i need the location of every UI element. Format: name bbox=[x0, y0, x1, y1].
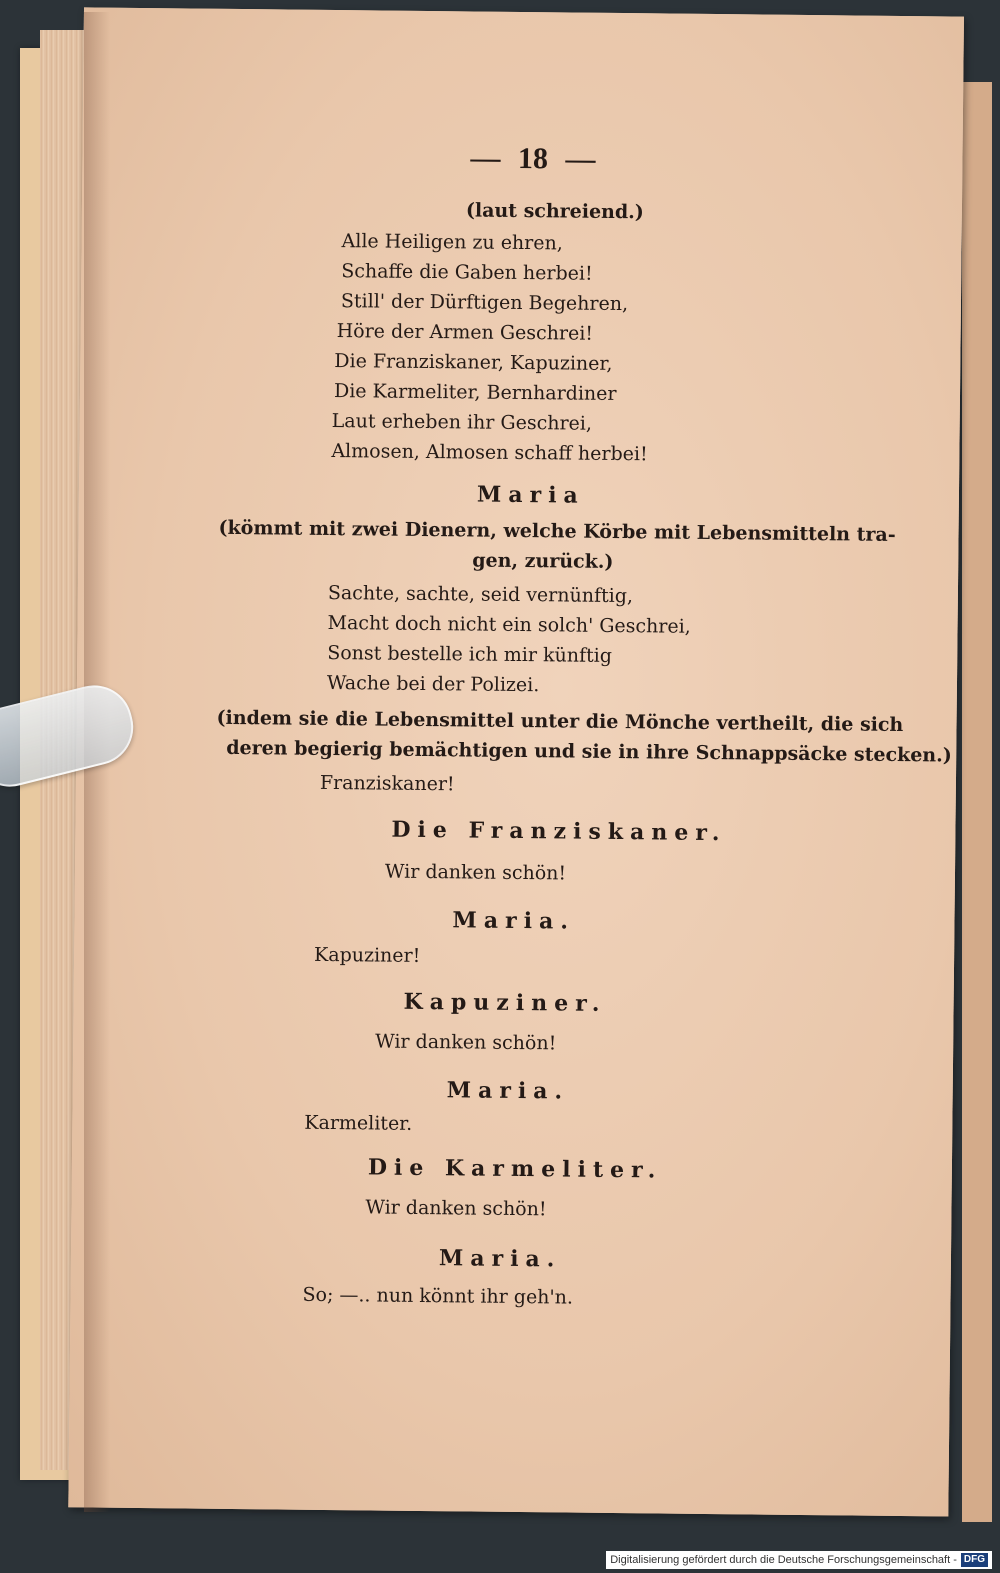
dfg-logo: DFG bbox=[961, 1553, 988, 1567]
book-page bbox=[68, 7, 964, 1516]
verse-line: Wir danken schön! bbox=[375, 1030, 557, 1055]
verse-line: Still' der Dürftigen Begehren, bbox=[340, 290, 629, 316]
stage-direction: (laut schreiend.) bbox=[465, 199, 644, 224]
stage-direction: deren begierig bemächtigen und sie in ihre Schnappsäcke stecken.) bbox=[226, 736, 952, 767]
speaker-name: Die Karmeliter. bbox=[367, 1154, 663, 1184]
verse-line: Franziskaner! bbox=[319, 771, 455, 796]
page-number: — 18 — bbox=[470, 141, 596, 176]
verse-line: Sonst bestelle ich mir künftig bbox=[327, 641, 613, 667]
verse-line: Wir danken schön! bbox=[365, 1196, 547, 1221]
speaker-name: Maria bbox=[476, 481, 585, 509]
stage-direction: (indem sie die Lebensmittel unter die Mönche vertheilt, die sich bbox=[216, 706, 904, 737]
verse-line: So; —.. nun könnt ihr geh'n. bbox=[302, 1283, 574, 1309]
verse-line: Alle Heiligen zu ehren, bbox=[341, 230, 563, 255]
speaker-name: Maria. bbox=[446, 1077, 570, 1105]
speaker-name: Kapuziner. bbox=[403, 988, 607, 1017]
verse-line: Wir danken schön! bbox=[384, 860, 567, 885]
verse-line: Schaffe die Gaben herbei! bbox=[341, 260, 593, 285]
facing-page-edge bbox=[962, 82, 992, 1522]
speaker-name: Maria. bbox=[438, 1245, 562, 1273]
verse-line: Wache bei der Polizei. bbox=[326, 671, 540, 697]
speaker-name: Maria. bbox=[452, 907, 576, 935]
bleed-through-text bbox=[710, 234, 962, 1376]
verse-line: Laut erheben ihr Geschrei, bbox=[331, 410, 593, 435]
footer-text: Digitalisierung gefördert durch die Deutsche Forschungsgemeinschaft - bbox=[610, 1554, 957, 1566]
verse-line: Die Franziskaner, Kapuziner, bbox=[334, 350, 613, 375]
digitization-footer bbox=[606, 1551, 992, 1569]
stage-direction: (kömmt mit zwei Dienern, welche Körbe mit Lebensmitteln tra- bbox=[218, 516, 896, 546]
verse-line: Höre der Armen Geschrei! bbox=[336, 320, 594, 345]
verse-line: Macht doch nicht ein solch' Geschrei, bbox=[327, 611, 691, 638]
verse-line: Karmeliter. bbox=[304, 1111, 413, 1135]
speaker-name: Die Franziskaner. bbox=[391, 816, 727, 847]
verse-line: Sachte, sachte, seid vernünftig, bbox=[327, 581, 634, 608]
verse-line: Die Karmeliter, Bernhardiner bbox=[333, 380, 617, 405]
verse-line: Almosen, Almosen schaff herbei! bbox=[331, 440, 648, 466]
stage-direction: gen, zurück.) bbox=[472, 549, 614, 573]
verse-line: Kapuziner! bbox=[313, 943, 421, 967]
